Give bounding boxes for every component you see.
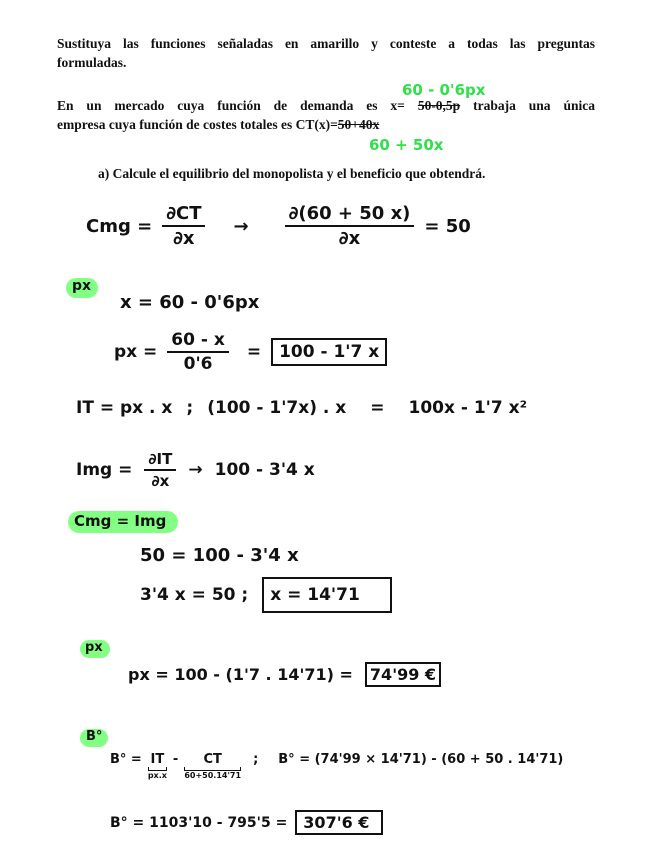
equilibrium-price: 74'99 € bbox=[365, 662, 441, 687]
cmg-derivation bbox=[86, 203, 471, 249]
profit-result: 307'6 € bbox=[295, 810, 383, 835]
profit-tag: B° bbox=[86, 729, 103, 744]
profit-line-2-expr: B° = 1103'10 - 795'5 = bbox=[110, 814, 288, 831]
profit-line-1 bbox=[110, 752, 563, 780]
problem-line-1-suffix: trabaja una única bbox=[460, 98, 595, 113]
profit-ct-subtext: 60+50.14'71 bbox=[184, 771, 242, 780]
struck-demand-function: 50-0,5p bbox=[417, 98, 461, 113]
problem-paragraph bbox=[57, 96, 595, 134]
profit-minus: - bbox=[172, 752, 179, 767]
cmg-img-tag: Cmg = Img bbox=[74, 512, 167, 530]
profit-ct-term bbox=[184, 752, 241, 780]
instruction-paragraph bbox=[57, 34, 595, 72]
demand-equation: x = 60 - 0'6px bbox=[120, 292, 260, 313]
profit-lhs: B° = bbox=[110, 752, 142, 767]
it-result: 100x - 1'7 x² bbox=[408, 398, 528, 418]
cmg-fraction-1 bbox=[162, 203, 205, 249]
px-fraction-denominator: 0'6 bbox=[183, 354, 213, 374]
price-tag: px bbox=[85, 640, 103, 655]
problem-line-2-prefix: empresa cuya función de costes totales es CT(x)= bbox=[57, 117, 338, 132]
equilibrium-equation: 50 = 100 - 3'4 x bbox=[140, 545, 299, 566]
profit-line-1-rhs: B° = (74'99 × 14'71) - (60 + 50 . 14'71) bbox=[278, 752, 564, 767]
img-fraction-denominator: ∂x bbox=[151, 472, 170, 490]
img-fraction-numerator: ∂IT bbox=[144, 450, 176, 471]
equilibrium-solve-step: 3'4 x = 50 ; bbox=[140, 585, 249, 605]
img-lhs: Img = bbox=[76, 460, 133, 480]
px-lhs: px = bbox=[114, 342, 158, 362]
cmg-fraction-1-denominator: ∂x bbox=[173, 228, 195, 249]
cmg-fraction-2 bbox=[285, 203, 415, 249]
px-eq: = bbox=[246, 342, 262, 362]
it-expr: (100 - 1'7x) . x bbox=[207, 398, 347, 418]
px-fraction bbox=[167, 330, 229, 374]
cmg-fraction-2-numerator: ∂(60 + 50 x) bbox=[285, 203, 415, 227]
img-arrow: → bbox=[188, 460, 203, 480]
cmg-lhs: Cmg = bbox=[86, 215, 153, 237]
it-eq: = bbox=[370, 398, 385, 418]
profit-ct-label: CT bbox=[203, 752, 222, 767]
price-expr: px = 100 - (1'7 . 14'71) = bbox=[128, 665, 353, 684]
profit-it-subtext: px.x bbox=[147, 771, 167, 780]
cmg-fraction-2-denominator: ∂x bbox=[338, 228, 361, 249]
equilibrium-quantity: x = 14'71 bbox=[262, 577, 392, 613]
instruction-line-1: Sustituya las funciones señaladas en amarillo y conteste a todas las preguntas bbox=[57, 36, 595, 51]
profit-line-2 bbox=[110, 810, 383, 835]
it-sep: ; bbox=[186, 398, 194, 418]
px-tag: px bbox=[72, 278, 92, 294]
cost-replacement-annotation: 60 + 50x bbox=[369, 136, 444, 154]
instruction-line-2: formuladas. bbox=[57, 55, 127, 70]
total-revenue-line bbox=[76, 398, 527, 418]
profit-sep: ; bbox=[253, 752, 259, 767]
px-fraction-numerator: 60 - x bbox=[167, 330, 229, 353]
question-a: a) Calcule el equilibrio del monopolista y el beneficio que obtendrá. bbox=[98, 166, 486, 181]
price-line bbox=[128, 662, 441, 687]
cmg-result: = 50 bbox=[424, 215, 471, 237]
demand-replacement-annotation: 60 - 0'6px bbox=[402, 81, 486, 99]
cmg-fraction-1-numerator: ∂CT bbox=[162, 203, 205, 227]
price-inverse-derivation bbox=[114, 330, 387, 374]
img-fraction bbox=[144, 450, 176, 490]
problem-line-2 bbox=[57, 115, 595, 134]
profit-it-label: IT bbox=[150, 752, 165, 767]
problem-line-1 bbox=[57, 96, 595, 115]
problem-line-1-prefix: En un mercado cuya función de demanda es x= bbox=[57, 98, 405, 113]
struck-cost-function: 50+40x bbox=[337, 117, 380, 132]
cmg-arrow: → bbox=[233, 215, 249, 237]
img-result: 100 - 3'4 x bbox=[214, 460, 315, 480]
equilibrium-solve bbox=[140, 577, 392, 613]
inverse-demand-result: 100 - 1'7 x bbox=[271, 338, 387, 366]
marginal-revenue-line bbox=[76, 450, 315, 490]
profit-it-term bbox=[148, 752, 167, 780]
it-lhs: IT = px . x bbox=[76, 398, 173, 418]
